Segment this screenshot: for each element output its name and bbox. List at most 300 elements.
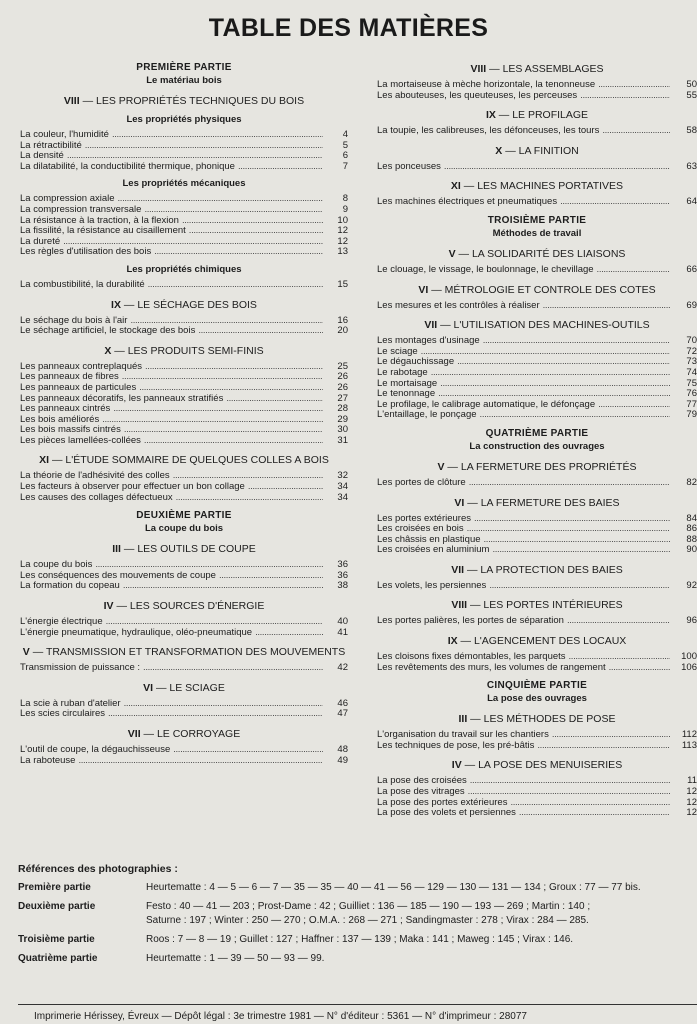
- toc-entry-page: 42: [337, 662, 348, 674]
- dot-leader: [489, 581, 670, 592]
- toc-entry: [20, 628, 348, 639]
- toc-entry: [20, 745, 348, 756]
- toc-entry: [377, 91, 697, 102]
- photo-ref-row: [18, 952, 697, 966]
- toc-entry: [20, 162, 348, 173]
- photo-references-title: Références des photographies :: [18, 863, 178, 875]
- dot-leader: [226, 394, 323, 405]
- toc-entry-page: 46: [337, 697, 348, 709]
- photo-ref-label: Deuxième partie: [18, 901, 96, 912]
- dot-leader: [108, 709, 323, 720]
- toc-entry-page: 88: [686, 533, 697, 545]
- toc-entry-page: 12: [337, 225, 348, 237]
- dot-leader: [189, 226, 323, 237]
- printer-footer: Imprimerie Hérissey, Évreux — Dépôt légal : 3e trimestre 1981 — N° d'éditeur : 5361 — N° d'imprimeur : 28077: [34, 1011, 527, 1022]
- toc-entry-label: La densité: [20, 150, 64, 162]
- toc-entry-page: 73: [686, 356, 697, 368]
- chapter-number: XI: [39, 454, 50, 467]
- photo-ref-value: Festo : 40 — 41 — 203 ; Prost-Dame : 42 ; Guilliet : 136 — 185 — 190 — 193 — 269 ; Martin : 140 ; Saturne : 197 ; Winter : 250 — 270 ; O.M.A. : 268 — 271 ; Sandingmaster : 278 ; Virax : 284 — 285.: [146, 901, 591, 926]
- photo-ref-label: Troisième partie: [18, 934, 95, 945]
- toc-entry: [377, 545, 697, 556]
- chapter-number: IX: [111, 298, 121, 311]
- dot-leader: [474, 514, 670, 525]
- toc-entry-label: Le séchage du bois à l'air: [20, 314, 128, 326]
- toc-entry-label: Les châssis en plastique: [377, 533, 481, 545]
- chapter-title: MÉTROLOGIE ET CONTROLE DES COTES: [444, 283, 656, 296]
- toc-entry-label: Le mortaisage: [377, 377, 438, 389]
- photo-ref-row: [18, 900, 697, 928]
- dot-leader: [123, 581, 323, 592]
- chapter-heading: III — LES MÉTHODES DE POSE: [458, 713, 616, 726]
- dot-leader: [198, 326, 323, 337]
- part-subtitle: La construction des ouvrages: [469, 440, 605, 452]
- chapter-title: LE SCIAGE: [169, 681, 225, 694]
- toc-entry-page: 86: [686, 523, 697, 535]
- dot-leader: [144, 205, 323, 216]
- toc-entry: [377, 126, 697, 137]
- toc-entry: [377, 80, 697, 91]
- chapter-heading: V — LA SOLIDARITÉ DES LIAISONS: [448, 247, 626, 260]
- toc-entry-label: Les portes palières, les portes de séparation: [377, 615, 564, 627]
- toc-entry-label: Les panneaux décoratifs, les panneaux stratifiés: [20, 392, 224, 404]
- chapter-number: XI: [450, 180, 461, 193]
- chapter-number: V: [22, 646, 30, 659]
- part-title: TROISIÈME PARTIE: [487, 214, 587, 226]
- dot-leader: [139, 383, 323, 394]
- toc-entry-label: Les portes de clôture: [377, 476, 466, 488]
- toc-entry-label: Les règles d'utilisation des bois: [20, 246, 152, 258]
- toc-entry-label: Le dégauchissage: [377, 356, 455, 368]
- toc-entry-label: Les panneaux contreplaqués: [20, 360, 143, 372]
- toc-entry-page: 27: [337, 392, 348, 404]
- toc-entry-label: La dilatabilité, la conductibilité thermique, phonique: [20, 160, 235, 172]
- toc-entry-page: 12: [686, 796, 697, 808]
- dot-leader: [457, 357, 670, 368]
- toc-entry-label: Le rabotage: [377, 366, 428, 378]
- toc-entry-label: La formation du copeau: [20, 580, 120, 592]
- chapter-number: VII: [127, 728, 141, 740]
- chapter-title: LA FINITION: [518, 144, 579, 157]
- toc-entry-label: Le tenonnage: [377, 388, 436, 400]
- photo-ref-label: Quatrième partie: [18, 953, 98, 964]
- toc-entry: [377, 162, 697, 173]
- toc-entry: [20, 247, 348, 258]
- section-subheading: Les propriétés physiques: [126, 114, 242, 125]
- toc-entry-label: Les mesures et les contrôles à réaliser: [377, 299, 540, 311]
- chapter-heading: VI — LA FERMETURE DES BAIES: [454, 496, 620, 509]
- chapter-number: VI: [143, 681, 154, 694]
- toc-entry-label: Les conséquences des mouvements de coupe: [20, 569, 216, 581]
- toc-entry: [377, 410, 697, 421]
- toc-entry-page: 79: [686, 409, 697, 421]
- dot-leader: [543, 301, 670, 312]
- toc-entry-label: Les facteurs à observer pour effectuer un bon collage: [20, 481, 245, 493]
- dot-leader: [598, 400, 670, 411]
- chapter-number: VII: [451, 563, 465, 576]
- chapter-number: VIII: [470, 63, 487, 75]
- toc-entry-label: La compression axiale: [20, 193, 115, 205]
- dot-leader: [480, 410, 670, 421]
- chapter-title: LE CORROYAGE: [156, 728, 241, 740]
- toc-right-column: [377, 55, 697, 819]
- toc-entry-label: Les causes des collages défectueux: [20, 491, 173, 503]
- toc-entry-page: 13: [337, 246, 348, 258]
- chapter-title: LA FERMETURE DES PROPRIÉTÉS: [460, 460, 637, 473]
- toc-entry-page: 31: [337, 434, 348, 446]
- toc-entry-label: Les volets, les persiennes: [377, 579, 487, 591]
- toc-entry-label: Transmission de puissance :: [20, 662, 141, 674]
- toc-entry: [20, 383, 348, 394]
- part-subtitle: La coupe du bois: [144, 523, 224, 535]
- chapter-title: LA FERMETURE DES BAIES: [480, 496, 620, 509]
- dot-leader: [519, 808, 670, 819]
- chapter-title: LE PROFILAGE: [512, 109, 589, 122]
- photo-ref-value: Roos : 7 — 8 — 19 ; Guillet : 127 ; Haffner : 137 — 139 ; Maka : 141 ; Maweg : 145 ; Virax : 146.: [146, 934, 574, 945]
- chapter-heading: XI — L'ÉTUDE SOMMAIRE DE QUELQUES COLLES A BOIS: [39, 454, 329, 467]
- footer-divider: [18, 1004, 697, 1005]
- dot-leader: [112, 130, 323, 141]
- dot-leader: [154, 247, 323, 258]
- toc-entry-page: 106: [681, 661, 697, 673]
- dot-leader: [484, 535, 670, 546]
- dot-leader: [552, 730, 670, 741]
- toc-entry-label: La scie à ruban d'atelier: [20, 697, 121, 709]
- chapter-heading: VII — L'UTILISATION DES MACHINES-OUTILS: [424, 319, 650, 332]
- dot-leader: [470, 776, 670, 787]
- toc-entry-page: 15: [337, 278, 348, 290]
- dot-leader: [143, 663, 323, 674]
- chapter-heading: VIII — LES PROPRIÉTÉS TECHNIQUES DU BOIS: [63, 95, 305, 107]
- toc-entry-label: La pose des croisées: [377, 775, 467, 787]
- dot-leader: [421, 347, 670, 358]
- toc-entry-page: 41: [337, 626, 348, 638]
- toc-entry-page: 40: [337, 616, 348, 628]
- toc-entry-page: 9: [342, 203, 348, 215]
- toc-entry: [20, 709, 348, 720]
- dot-leader: [580, 91, 670, 102]
- toc-entry-page: 8: [342, 193, 348, 205]
- dot-leader: [145, 362, 323, 373]
- toc-entry-page: 63: [686, 160, 697, 172]
- toc-entry-page: 49: [337, 754, 348, 766]
- toc-entry-label: Les scies circulaires: [20, 708, 105, 720]
- chapter-number: X: [104, 344, 112, 357]
- chapter-heading: X — LA FINITION: [495, 144, 579, 157]
- toc-entry: [20, 493, 348, 504]
- toc-entry-label: Le profilage, le calibrage automatique, le défonçage: [377, 398, 596, 410]
- dot-leader: [78, 756, 323, 767]
- toc-entry: [377, 663, 697, 674]
- chapter-number: IV: [451, 759, 462, 772]
- toc-entry-page: 38: [337, 580, 348, 592]
- chapter-number: VI: [418, 283, 429, 296]
- toc-entry-page: 66: [686, 263, 697, 275]
- toc-entry-page: 55: [686, 89, 697, 101]
- toc-entry-page: 36: [337, 569, 348, 581]
- toc-entry-label: La résistance à la traction, à la flexion: [20, 214, 179, 226]
- chapter-heading: IX — LE SÉCHAGE DES BOIS: [111, 298, 257, 311]
- toc-entry-label: Les panneaux de fibres: [20, 371, 119, 383]
- dot-leader: [560, 197, 670, 208]
- chapter-number: VIII: [63, 95, 80, 107]
- toc-entry-page: 25: [337, 360, 348, 372]
- chapter-heading: XI — LES MACHINES PORTATIVES: [450, 180, 624, 193]
- toc-entry-label: Les croisées en aluminium: [377, 544, 490, 556]
- toc-entry-label: La théorie de l'adhésivité des colles: [20, 470, 170, 482]
- toc-entry-label: La fissilité, la résistance au cisaillement: [20, 225, 186, 237]
- toc-entry-label: La pose des volets et persiennes: [377, 807, 516, 819]
- dot-leader: [122, 372, 323, 383]
- photo-ref-value: Heurtematte : 4 — 5 — 6 — 7 — 35 — 35 — 40 — 41 — 56 — 129 — 130 — 131 — 134 ; Groux : 77 — 77 bis.: [146, 882, 641, 893]
- chapter-heading: VIII — LES PORTES INTÉRIEURES: [451, 599, 623, 612]
- dot-leader: [148, 280, 323, 291]
- toc-entry-page: 26: [337, 381, 348, 393]
- chapter-title: LES PORTES INTÉRIEURES: [483, 599, 623, 612]
- toc-entry-page: 11: [687, 775, 697, 787]
- toc-entry: [20, 756, 348, 767]
- section-subheading: Les propriétés chimiques: [126, 263, 242, 275]
- toc-entry-page: 75: [686, 377, 697, 389]
- chapter-number: III: [458, 713, 468, 726]
- part-title: PREMIÈRE PARTIE: [136, 62, 232, 73]
- chapter-heading: III — LES OUTILS DE COUPE: [112, 543, 256, 556]
- toc-entry: [377, 616, 697, 627]
- toc-entry-label: L'outil de coupe, la dégauchisseuse: [20, 744, 171, 755]
- toc-entry-page: 72: [686, 345, 697, 357]
- toc-entry-label: La mortaiseuse à mèche horizontale, la tenonneuse: [377, 79, 596, 90]
- toc-entry-page: 74: [686, 366, 697, 378]
- chapter-title: LES MÉTHODES DE POSE: [483, 713, 616, 726]
- toc-entry-page: 50: [686, 79, 697, 90]
- toc-entry-page: 20: [337, 325, 348, 337]
- toc-entry-label: La couleur, l'humidité: [20, 129, 109, 140]
- chapter-number: VII: [424, 319, 438, 332]
- part-subtitle: La pose des ouvrages: [487, 693, 587, 705]
- toc-entry: [20, 436, 348, 447]
- chapter-title: LES MACHINES PORTATIVES: [477, 180, 624, 193]
- section-subheading: Les propriétés mécaniques: [122, 178, 246, 190]
- toc-entry-page: 47: [337, 708, 348, 720]
- toc-entry-label: La pose des vitrages: [377, 786, 465, 798]
- toc-entry-page: 84: [686, 512, 697, 524]
- photo-ref-value: Heurtematte : 1 — 39 — 50 — 93 — 99.: [146, 953, 325, 964]
- photo-ref-row: [18, 933, 697, 947]
- chapter-heading: VII — LA PROTECTION DES BAIES: [451, 563, 623, 576]
- toc-entry-label: L'énergie pneumatique, hydraulique, oléo-pneumatique: [20, 626, 253, 638]
- chapter-title: LA POSE DES MENUISERIES: [478, 759, 623, 772]
- photo-ref-label: Première partie: [18, 882, 91, 893]
- dot-leader: [248, 482, 323, 493]
- dot-leader: [597, 265, 670, 276]
- toc-entry-page: 28: [337, 403, 348, 415]
- toc-entry-page: 34: [337, 481, 348, 493]
- toc-entry-label: La combustibilité, la durabilité: [20, 278, 145, 290]
- toc-entry: [377, 197, 697, 208]
- dot-leader: [492, 545, 670, 556]
- toc-entry: [20, 326, 348, 337]
- chapter-title: LES PROPRIÉTÉS TECHNIQUES DU BOIS: [96, 95, 305, 107]
- dot-leader: [483, 336, 670, 347]
- chapter-number: IV: [103, 600, 114, 613]
- toc-entry-label: Les pièces lamellées-collées: [20, 434, 141, 446]
- toc-entry-page: 32: [337, 470, 348, 482]
- dot-leader: [440, 379, 670, 390]
- chapter-heading: V — LA FERMETURE DES PROPRIÉTÉS: [437, 460, 637, 473]
- toc-entry-label: La toupie, les calibreuses, les défonceuses, les tours: [377, 125, 600, 137]
- chapter-number: V: [437, 460, 445, 473]
- chapter-number: III: [112, 543, 121, 556]
- toc-entry: [377, 478, 697, 489]
- toc-entry-label: La dureté: [20, 235, 61, 247]
- dot-leader: [182, 216, 323, 227]
- toc-entry-page: 30: [337, 424, 348, 436]
- chapter-title: L'ÉTUDE SOMMAIRE DE QUELQUES COLLES A BOIS: [65, 454, 329, 467]
- chapter-title: LA PROTECTION DES BAIES: [480, 563, 623, 576]
- toc-entry-page: 76: [686, 388, 697, 400]
- toc-entry: [377, 368, 697, 379]
- photo-ref-row: [18, 881, 697, 895]
- toc-entry-label: La rétractibilité: [20, 139, 82, 151]
- chapter-title: LES ASSEMBLAGES: [502, 63, 604, 75]
- toc-entry-label: Les portes extérieures: [377, 512, 471, 524]
- toc-entry-label: La raboteuse: [20, 754, 76, 766]
- toc-entry-page: 26: [337, 371, 348, 383]
- toc-entry: [377, 265, 697, 276]
- toc-entry-label: Les montages d'usinage: [377, 335, 480, 347]
- toc-entry: [377, 336, 697, 347]
- dot-leader: [118, 194, 323, 205]
- chapter-heading: IV — LA POSE DES MENUISERIES: [451, 759, 623, 772]
- chapter-heading: V — TRANSMISSION ET TRANSFORMATION DES MOUVEMENTS: [22, 646, 346, 659]
- toc-entry-page: 36: [337, 559, 348, 571]
- chapter-heading: VIII — LES ASSEMBLAGES: [470, 63, 604, 75]
- toc-entry-page: 77: [686, 398, 697, 410]
- toc-entry-label: Les panneaux de particules: [20, 381, 137, 393]
- chapter-heading: VI — MÉTROLOGIE ET CONTROLE DES COTES: [418, 283, 656, 296]
- toc-entry: [20, 280, 348, 291]
- part-title: QUATRIÈME PARTIE: [485, 427, 589, 439]
- chapter-number: V: [448, 247, 456, 260]
- toc-entry-label: Les panneaux cintrés: [20, 403, 111, 415]
- dot-leader: [219, 571, 323, 582]
- toc-entry-label: Les croisées en bois: [377, 523, 464, 535]
- chapter-title: L'AGENCEMENT DES LOCAUX: [473, 635, 627, 648]
- dot-leader: [124, 699, 323, 710]
- toc-entry-page: 12: [686, 807, 697, 819]
- dot-leader: [144, 436, 323, 447]
- toc-entry-page: 12: [686, 786, 697, 798]
- toc-entry-label: L'organisation du travail sur les chantiers: [377, 729, 549, 741]
- chapter-heading: IX — L'AGENCEMENT DES LOCAUX: [447, 635, 627, 648]
- chapter-number: VIII: [451, 599, 468, 612]
- toc-entry: [20, 663, 348, 674]
- toc-entry: [20, 581, 348, 592]
- toc-entry-label: La coupe du bois: [20, 559, 93, 571]
- toc-entry-label: Le clouage, le vissage, le boulonnage, le chevillage: [377, 263, 594, 275]
- chapter-title: LES PRODUITS SEMI-FINIS: [127, 344, 264, 357]
- dot-leader: [609, 663, 670, 674]
- chapter-title: LE SÉCHAGE DES BOIS: [137, 298, 257, 311]
- toc-left-column: [20, 55, 348, 766]
- dot-leader: [598, 80, 670, 91]
- toc-entry: [20, 130, 348, 141]
- dot-leader: [176, 493, 323, 504]
- toc-entry-page: 82: [686, 476, 697, 488]
- chapter-number: VI: [454, 496, 465, 509]
- dot-leader: [431, 368, 670, 379]
- toc-entry: [20, 226, 348, 237]
- toc-entry: [377, 741, 697, 752]
- part-subtitle: Le matériau bois: [146, 75, 222, 86]
- toc-entry: [377, 581, 697, 592]
- toc-entry-page: 6: [342, 150, 348, 162]
- dot-leader: [602, 126, 670, 137]
- chapter-title: LES SOURCES D'ÉNERGIE: [129, 600, 265, 613]
- toc-entry-page: 34: [337, 491, 348, 503]
- chapter-heading: X — LES PRODUITS SEMI-FINIS: [104, 344, 264, 357]
- toc-entry-page: 58: [686, 125, 697, 137]
- chapter-number: X: [495, 144, 503, 157]
- toc-entry-page: 16: [337, 314, 348, 326]
- dot-leader: [124, 425, 323, 436]
- chapter-title: LES OUTILS DE COUPE: [137, 543, 256, 556]
- chapter-heading: IV — LES SOURCES D'ÉNERGIE: [103, 600, 265, 613]
- toc-entry-label: Les abouteuses, les queuteuses, les perceuses: [377, 89, 578, 101]
- toc-entry-page: 113: [681, 739, 697, 751]
- toc-entry: [377, 808, 697, 819]
- toc-entry: [20, 205, 348, 216]
- part-title: DEUXIÈME PARTIE: [136, 510, 232, 522]
- part-title: CINQUIÈME PARTIE: [486, 680, 588, 692]
- toc-entry-label: Les techniques de pose, les pré-bâtis: [377, 739, 535, 751]
- toc-entry-page: 7: [342, 160, 348, 172]
- chapter-heading: VII — LE CORROYAGE: [127, 728, 241, 740]
- toc-entry-label: Le séchage artificiel, le stockage des bois: [20, 325, 196, 337]
- toc-entry-page: 69: [686, 299, 697, 311]
- chapter-number: IX: [447, 635, 458, 648]
- dot-leader: [113, 404, 323, 415]
- chapter-number: IX: [485, 109, 496, 122]
- chapter-title: TRANSMISSION ET TRANSFORMATION DES MOUVEMENTS: [45, 646, 346, 659]
- toc-entry-page: 70: [686, 335, 697, 347]
- toc-entry-page: 10: [337, 214, 348, 226]
- dot-leader: [173, 745, 323, 756]
- dot-leader: [537, 741, 670, 752]
- toc-entry-label: Les bois améliorés: [20, 413, 100, 425]
- toc-entry-label: L'énergie électrique: [20, 616, 103, 628]
- toc-entry-page: 12: [337, 235, 348, 247]
- toc-entry-label: L'entaillage, le ponçage: [377, 409, 477, 421]
- dot-leader: [102, 415, 323, 426]
- chapter-heading: IX — LE PROFILAGE: [485, 109, 589, 122]
- chapter-title: LA SOLIDARITÉ DES LIAISONS: [471, 247, 626, 260]
- toc-entry-label: Les bois massifs cintrés: [20, 424, 121, 436]
- toc-entry-label: La compression transversale: [20, 203, 142, 215]
- toc-entry-label: Les revêtements des murs, les volumes de rangement: [377, 661, 606, 673]
- toc-entry-label: La pose des portes extérieures: [377, 796, 508, 808]
- toc-entry-label: Le sciage: [377, 345, 418, 357]
- dot-leader: [567, 616, 670, 627]
- chapter-heading: VI — LE SCIAGE: [143, 681, 225, 694]
- dot-leader: [467, 524, 670, 535]
- dot-leader: [469, 478, 670, 489]
- toc-entry-page: 64: [686, 196, 697, 208]
- toc-entry-page: 92: [686, 579, 697, 591]
- toc-entry-page: 100: [681, 651, 697, 663]
- toc-entry-label: Les cloisons fixes démontables, les parquets: [377, 651, 566, 663]
- dot-leader: [238, 162, 323, 173]
- toc-entry-label: Les ponceuses: [377, 160, 441, 172]
